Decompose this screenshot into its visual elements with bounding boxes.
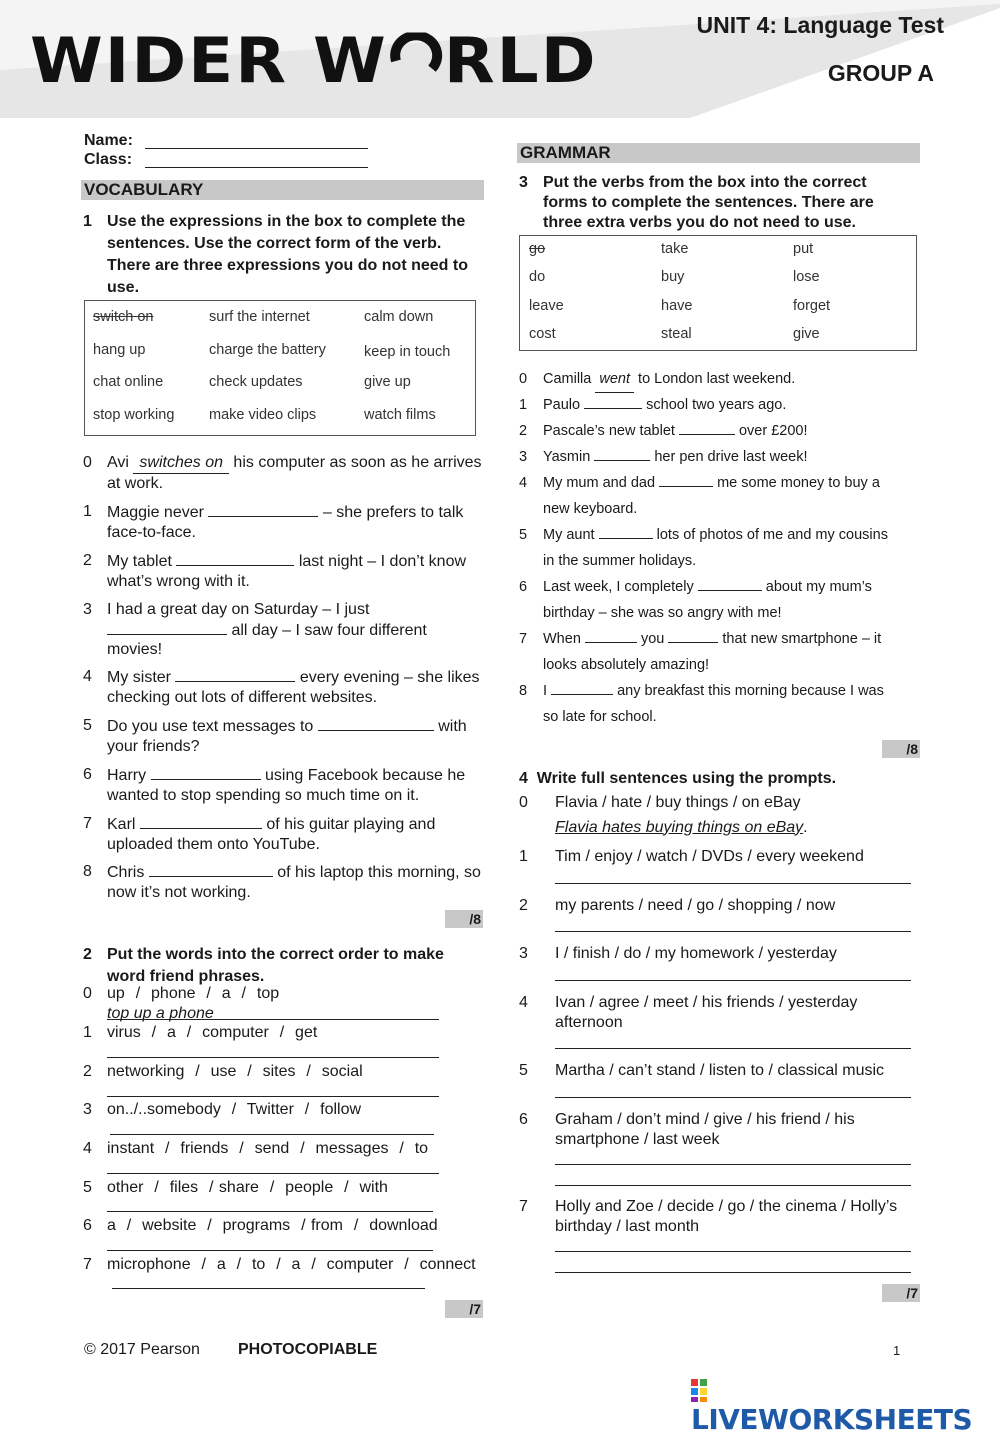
unit-title: UNIT 4: Language Test bbox=[696, 12, 944, 38]
ex1-instruction: 1 Use the expressions in the box to complete the sentences. Use the correct form of the verb. There are three expressions you do not need to use. bbox=[83, 213, 468, 296]
answer-line[interactable] bbox=[555, 883, 911, 884]
ex4-item bbox=[519, 847, 917, 867]
item-number: 7 bbox=[519, 631, 528, 647]
item-number: 6 bbox=[519, 1111, 528, 1128]
item-number: 1 bbox=[519, 397, 528, 413]
prompt-text: Holly and Zoe / decide / go / the cinema / Holly’s birthday / last month bbox=[555, 1198, 898, 1235]
verb-word: do bbox=[529, 269, 546, 285]
item-text-cont: in the summer holidays. bbox=[543, 553, 697, 569]
item-number: 6 bbox=[519, 579, 528, 595]
expression-word: stop working bbox=[93, 407, 175, 423]
item-text-start: My aunt bbox=[543, 527, 599, 543]
answer-example: Flavia hates buying things on eBay bbox=[555, 818, 804, 836]
ex2-item bbox=[83, 984, 482, 1023]
expression-word: make video clips bbox=[209, 407, 317, 423]
verb-word: leave bbox=[529, 298, 564, 314]
ex2-item bbox=[83, 1100, 482, 1120]
ex3-item bbox=[519, 678, 915, 730]
verb-word: take bbox=[661, 241, 689, 257]
item-number: 4 bbox=[519, 994, 528, 1011]
item-text-end: about my mum’s bbox=[761, 579, 872, 595]
answer-blank[interactable] bbox=[698, 578, 762, 591]
verb-word: cost bbox=[529, 326, 556, 342]
item-number: 6 bbox=[83, 766, 92, 783]
expression-word: chat online bbox=[93, 374, 164, 390]
group-label: GROUP A bbox=[827, 60, 934, 86]
item-number: 2 bbox=[83, 1063, 92, 1080]
item-number: 0 bbox=[83, 985, 92, 1002]
ex1-item bbox=[83, 600, 482, 660]
item-text-end: last night – I don’t know what’s wrong with it. bbox=[107, 553, 467, 590]
item-text-end: his computer as soon as he arrives at work. bbox=[107, 454, 482, 492]
answer-line[interactable] bbox=[555, 980, 911, 981]
scrambled-words: a / website / programs / from / download bbox=[107, 1217, 438, 1234]
answer-blank[interactable] bbox=[659, 474, 713, 487]
name-label: Name: bbox=[84, 132, 133, 149]
name-field[interactable] bbox=[145, 148, 368, 149]
item-number: 8 bbox=[519, 683, 528, 699]
expression-word: charge the battery bbox=[209, 342, 326, 358]
item-number: 3 bbox=[519, 945, 528, 962]
item-number: 1 bbox=[83, 1024, 92, 1041]
item-text-end: her pen drive last week! bbox=[650, 449, 808, 465]
ex3-item bbox=[519, 418, 915, 444]
item-number: 8 bbox=[83, 863, 92, 880]
ex2-item bbox=[83, 1255, 482, 1275]
item-text-end: lots of photos of me and my cousins bbox=[652, 527, 888, 543]
answer-blank[interactable] bbox=[107, 620, 227, 635]
prompt-text: my parents / need / go / shopping / now bbox=[555, 897, 836, 914]
ex3-item bbox=[519, 626, 915, 678]
item-number: 3 bbox=[519, 449, 528, 465]
verb-word: put bbox=[793, 241, 814, 257]
item-number: 4 bbox=[519, 475, 528, 491]
prompt-text: Graham / don’t mind / give / his friend / his smartphone / last week bbox=[555, 1111, 855, 1148]
verb-word: give bbox=[793, 326, 820, 342]
item-text-cont: looks absolutely amazing! bbox=[543, 657, 710, 673]
ex1-score: /8 bbox=[445, 910, 483, 928]
answer-blank[interactable] bbox=[585, 630, 637, 643]
item-text-start: Chris bbox=[107, 864, 145, 881]
item-text-end: that new smartphone – it bbox=[718, 631, 882, 647]
ex1-item bbox=[83, 862, 482, 902]
expression-word: switch on bbox=[93, 309, 154, 325]
ex1-item bbox=[83, 667, 482, 707]
item-text-start: My mum and dad bbox=[543, 475, 660, 491]
verb-word: go bbox=[529, 241, 546, 257]
prompt-text: Tim / enjoy / watch / DVDs / every weekend bbox=[555, 848, 864, 865]
prompt-text: Martha / can’t stand / listen to / classical music bbox=[555, 1062, 885, 1079]
liveworksheets-icon bbox=[691, 1377, 717, 1403]
item-number: 0 bbox=[83, 454, 92, 471]
answer-line[interactable] bbox=[107, 1019, 439, 1020]
liveworksheets-text: LIVEWORKSHEETS bbox=[691, 1403, 973, 1436]
answer-line[interactable] bbox=[107, 1211, 433, 1212]
answer-line[interactable] bbox=[555, 1048, 911, 1049]
ex1-item bbox=[83, 765, 482, 805]
item-number: 4 bbox=[83, 668, 92, 685]
ex4-item bbox=[519, 1061, 917, 1081]
item-text-end: – she prefers to talk face-to-face. bbox=[107, 504, 464, 541]
ex3-item bbox=[519, 470, 915, 522]
ex2-item bbox=[83, 1023, 482, 1043]
item-number: 2 bbox=[519, 897, 528, 914]
verb-word: forget bbox=[793, 298, 831, 314]
answer-line[interactable] bbox=[555, 1251, 911, 1252]
scrambled-words: other / files / share / people / with bbox=[107, 1179, 388, 1196]
answer-example: top up a phone bbox=[107, 1004, 214, 1022]
expression-word: watch films bbox=[364, 407, 436, 423]
ex3-item bbox=[519, 366, 915, 393]
answer-blank[interactable] bbox=[318, 716, 434, 731]
answer-blank[interactable] bbox=[176, 551, 294, 566]
ex4-score: /7 bbox=[882, 1284, 920, 1302]
item-number: 0 bbox=[519, 794, 528, 811]
answer-line[interactable] bbox=[555, 1164, 911, 1165]
answer-blank[interactable] bbox=[599, 526, 653, 539]
item-number: 7 bbox=[83, 1256, 92, 1273]
item-text-mid: you bbox=[636, 631, 669, 647]
answer-line[interactable] bbox=[555, 931, 911, 932]
item-text-cont: birthday – she was so angry with me! bbox=[543, 605, 782, 621]
answer-blank[interactable] bbox=[679, 422, 735, 435]
answer-line[interactable] bbox=[107, 1250, 433, 1251]
answer-blank-2[interactable] bbox=[668, 630, 718, 643]
item-number: 5 bbox=[83, 717, 92, 734]
ex3-instruction: 3 Put the verbs from the box into the correct forms to complete the sentences. There are three extra verbs you do not need to use. bbox=[519, 174, 874, 231]
item-text-start: When bbox=[543, 631, 585, 647]
verb-word: buy bbox=[661, 269, 685, 285]
item-text-start: Pascale’s new tablet bbox=[543, 423, 679, 439]
prompt-text: Flavia / hate / buy things / on eBay bbox=[555, 794, 801, 811]
item-text-end: to London last weekend. bbox=[634, 371, 796, 387]
item-number: 1 bbox=[519, 848, 528, 865]
answer-blank[interactable] bbox=[175, 667, 295, 682]
item-text-start: My tablet bbox=[107, 553, 172, 570]
item-number: 2 bbox=[519, 423, 528, 439]
item-text-cont: new keyboard. bbox=[543, 501, 638, 517]
answer-example: switches on bbox=[133, 453, 229, 474]
class-field[interactable] bbox=[145, 167, 368, 168]
copyright: © 2017 Pearson bbox=[84, 1341, 200, 1358]
answer-blank[interactable] bbox=[594, 448, 650, 461]
item-number: 4 bbox=[83, 1140, 92, 1157]
answer-line[interactable] bbox=[107, 1173, 439, 1174]
answer-line[interactable] bbox=[555, 1097, 911, 1098]
item-text-start: Last week, I completely bbox=[543, 579, 698, 595]
expression-word: check updates bbox=[209, 374, 303, 390]
answer-line[interactable] bbox=[555, 1272, 911, 1273]
grammar-heading: GRAMMAR bbox=[517, 143, 920, 163]
item-text-end: of his guitar playing and uploaded them onto YouTube. bbox=[107, 816, 436, 853]
ex4-item bbox=[519, 944, 917, 964]
prompt-text: I / finish / do / my homework / yesterday bbox=[555, 945, 837, 962]
answer-example: went bbox=[595, 366, 634, 393]
item-number: 2 bbox=[83, 552, 92, 569]
item-text-start: Avi bbox=[107, 454, 129, 471]
ex2-score: /7 bbox=[445, 1300, 483, 1318]
ex2-item bbox=[83, 1062, 482, 1082]
scrambled-words: microphone / a / to / a / computer / connect bbox=[107, 1256, 476, 1273]
item-text-start: I had a great day on Saturday – I just bbox=[107, 601, 370, 618]
ex2-item bbox=[83, 1139, 482, 1159]
ex3-item bbox=[519, 574, 915, 626]
item-number: 5 bbox=[83, 1179, 92, 1196]
expressions-box bbox=[84, 300, 476, 436]
item-text-start: Do you use text messages to bbox=[107, 718, 314, 735]
item-number: 3 bbox=[83, 1101, 92, 1118]
item-text-end: of his laptop this morning, so now it’s not working. bbox=[107, 864, 481, 901]
scrambled-words: networking / use / sites / social bbox=[107, 1063, 363, 1080]
item-text-cont: so late for school. bbox=[543, 709, 657, 725]
ex4-instruction: 4 Write full sentences using the prompts. bbox=[519, 770, 837, 787]
expression-word: calm down bbox=[364, 309, 434, 325]
item-text-start: My sister bbox=[107, 669, 171, 686]
ex4-item bbox=[519, 896, 917, 916]
ex1-item bbox=[83, 716, 482, 756]
ex4-item bbox=[519, 1110, 917, 1149]
item-number: 6 bbox=[83, 1217, 92, 1234]
liveworksheets-logo[interactable] bbox=[691, 1377, 1000, 1436]
vocabulary-heading: VOCABULARY bbox=[81, 180, 484, 200]
page-number: 1 bbox=[893, 1343, 901, 1358]
item-text-end: every evening – she likes checking out lots of different websites. bbox=[107, 669, 480, 706]
prompt-text: Ivan / agree / meet / his friends / yesterday afternoon bbox=[555, 994, 858, 1031]
ex1-item bbox=[83, 502, 482, 542]
item-text-start: Maggie never bbox=[107, 504, 204, 521]
ex3-item bbox=[519, 444, 915, 470]
item-number: 7 bbox=[83, 815, 92, 832]
ex1-item bbox=[83, 814, 482, 854]
verb-word: have bbox=[661, 298, 693, 314]
ex4-item bbox=[519, 793, 917, 837]
item-text-end: using Facebook because he wanted to stop spending so much time on it. bbox=[107, 767, 466, 804]
item-text-end: school two years ago. bbox=[642, 397, 787, 413]
scrambled-words: virus / a / computer / get bbox=[107, 1024, 318, 1041]
answer-line[interactable] bbox=[107, 1057, 439, 1058]
item-number: 5 bbox=[519, 527, 528, 543]
ex2-item bbox=[83, 1178, 482, 1198]
item-text-end: any breakfast this morning because I was bbox=[613, 683, 884, 699]
item-text-start: I bbox=[543, 683, 552, 699]
logo-ring-icon bbox=[388, 32, 444, 81]
ex3-item bbox=[519, 522, 915, 574]
answer-blank[interactable] bbox=[149, 862, 273, 877]
item-text-end: with your friends? bbox=[107, 718, 467, 755]
item-number: 7 bbox=[519, 1198, 528, 1215]
ex4-item bbox=[519, 993, 917, 1032]
verb-word: lose bbox=[793, 269, 820, 285]
item-number: 0 bbox=[519, 371, 528, 387]
answer-example-wrap: Flavia hates buying things on eBay. bbox=[555, 818, 808, 836]
item-text-end: all day – I saw four different movies! bbox=[107, 621, 427, 658]
class-label: Class: bbox=[84, 151, 133, 168]
item-text-start: Karl bbox=[107, 816, 136, 833]
item-text-start: Harry bbox=[107, 767, 147, 784]
answer-blank[interactable] bbox=[584, 396, 642, 409]
answer-blank[interactable] bbox=[551, 682, 613, 695]
ex2-item bbox=[83, 1216, 482, 1236]
scrambled-words: instant / friends / send / messages / to bbox=[107, 1140, 429, 1157]
answer-line[interactable] bbox=[110, 1134, 434, 1135]
photocopiable-label: PHOTOCOPIABLE bbox=[238, 1341, 378, 1358]
expression-word: give up bbox=[364, 374, 411, 390]
ex1-item bbox=[83, 551, 482, 591]
item-text-end: over £200! bbox=[734, 423, 808, 439]
ex3-item bbox=[519, 392, 915, 418]
answer-blank[interactable] bbox=[151, 765, 261, 780]
answer-blank[interactable] bbox=[208, 502, 318, 517]
expression-word: surf the internet bbox=[209, 309, 310, 325]
wider-world-logo: WIDER W RLD bbox=[30, 23, 598, 98]
ex1-item bbox=[83, 453, 482, 493]
answer-line[interactable] bbox=[555, 1185, 911, 1186]
scrambled-words: up / phone / a / top bbox=[107, 985, 280, 1002]
ex2-instruction: 2 Put the words into the correct order to make word friend phrases. bbox=[83, 946, 444, 985]
item-text-start: Paulo bbox=[543, 397, 585, 413]
ex3-score: /8 bbox=[882, 740, 920, 758]
item-number: 5 bbox=[519, 1062, 528, 1079]
ex4-item bbox=[519, 1197, 917, 1236]
answer-line[interactable] bbox=[107, 1096, 439, 1097]
item-text-end: me some money to buy a bbox=[713, 475, 880, 491]
expression-word: keep in touch bbox=[364, 344, 451, 360]
item-text-start: Yasmin bbox=[543, 449, 595, 465]
item-text-start: Camilla bbox=[543, 371, 596, 387]
verbs-box bbox=[519, 235, 917, 351]
item-number: 1 bbox=[83, 503, 92, 520]
answer-line[interactable] bbox=[112, 1288, 425, 1289]
answer-blank[interactable] bbox=[140, 814, 262, 829]
item-number: 3 bbox=[83, 601, 92, 618]
expression-word: hang up bbox=[93, 342, 146, 358]
scrambled-words: on../..somebody / Twitter / follow bbox=[107, 1101, 362, 1118]
verb-word: steal bbox=[661, 326, 692, 342]
